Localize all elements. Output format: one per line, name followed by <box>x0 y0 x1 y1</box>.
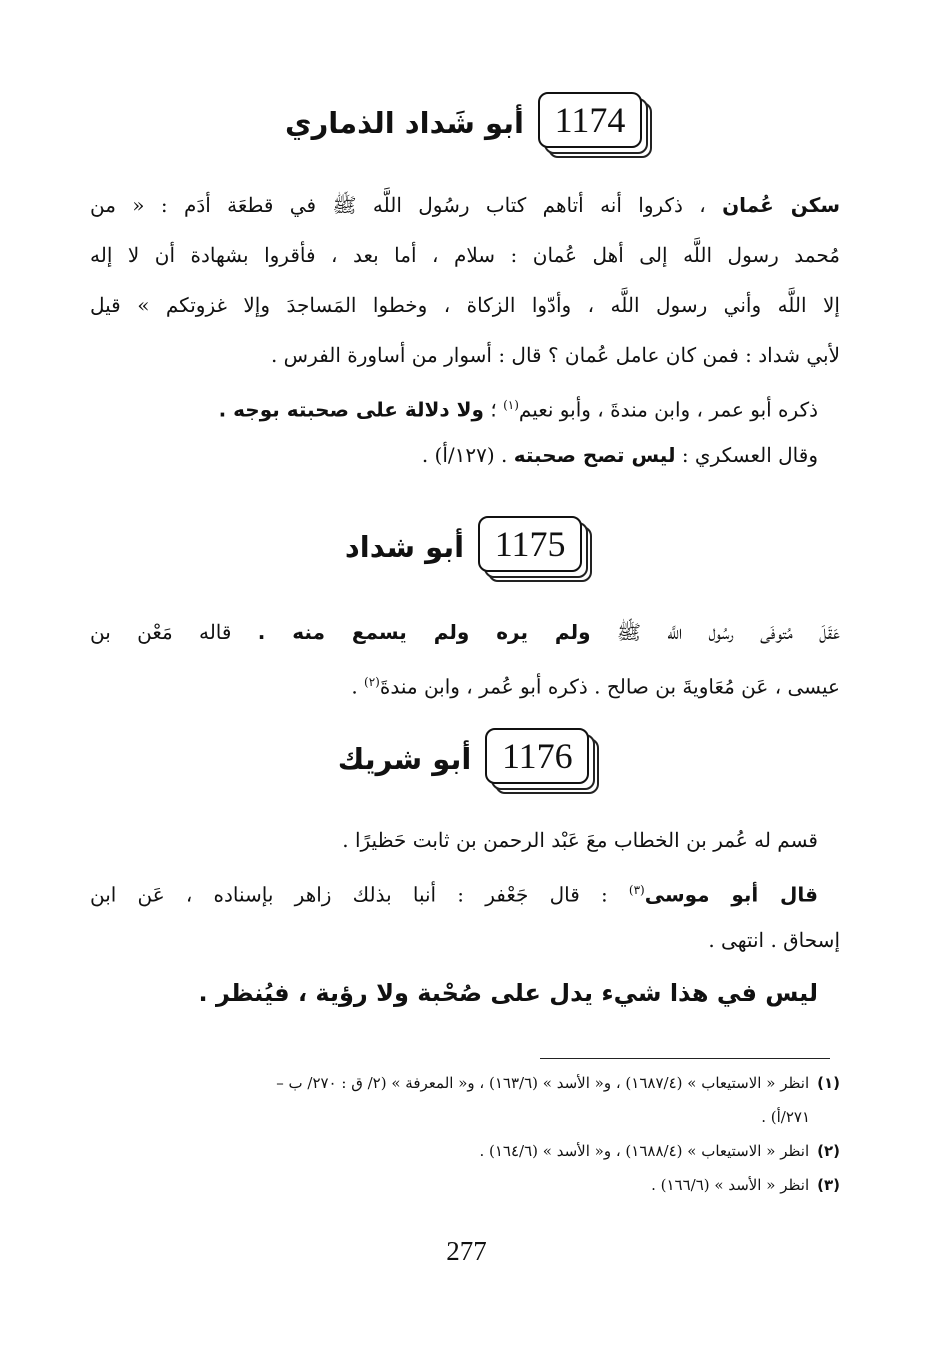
footnote-1: (١)انظر « الاستيعاب » (١٦٨٧/٤) ، و« الأسد » (١٦٣/٦) ، و« المعرفة » (٢/ ق : ٢٧٠/ ب – <box>276 1074 840 1092</box>
text-line: إسحاق . انتهى . <box>708 928 840 952</box>
text-line: عَقَلَ مُتوفَى رسُول اللَّه ﷺ ولم يره ولم يسمع منه . قاله مَعْن بن <box>90 620 840 644</box>
entry-heading-1176 <box>0 728 933 790</box>
entry-heading-1175 <box>0 516 933 578</box>
footnote-3: (٣)انظر « الأسد » (١٦٦/٦) . <box>651 1176 840 1194</box>
footnotes <box>90 1066 840 1202</box>
entry-number: 1176 <box>485 728 589 784</box>
footnote-2: (٢)انظر « الاستيعاب » (١٦٨٨/٤) ، و« الأسد » (١٦٤/٦) . <box>479 1142 840 1160</box>
text-line: ذكره أبو عمر ، وابن مندةَ ، وأبو نعيم$^{(١)}$ ؛ ولا دلالة على صحبته بوجه . <box>218 397 818 422</box>
entry-title: أبو شداد <box>344 530 465 564</box>
text-line: قال أبو موسى$^{(٣)}$ : قال جَعْفر : أنبا بذلك زاهر بإسناده ، عَن ابن <box>90 882 818 907</box>
entry-body-1174 <box>90 180 840 480</box>
text-line: قسم له عُمر بن الخطاب معَ عَبْد الرحمن بن ثابت حَظيرًا . <box>342 828 818 852</box>
entry-number: 1174 <box>538 92 642 148</box>
entry-body-1175 <box>90 607 840 707</box>
text-line: وقال العسكري : ليس تصح صحبته . (١٢٧/أ) . <box>421 443 818 467</box>
entry-number: 1175 <box>478 516 582 572</box>
text-line: لأبي شداد : فمن كان عامل عُمان ؟ قال : أسوار من أساورة الفرس . <box>270 343 840 367</box>
footnote-ref: (١) <box>503 398 519 412</box>
text-line: إلا اللَّه وأني رسول اللَّه ، وأدّوا الزكاة ، وخطوا المَساجدَ وإلا غزوتكم » قيل <box>90 293 840 317</box>
text-line: عيسى ، عَن مُعَاويةَ بن صالح . ذكره أبو عُمر ، وابن مندةَ$^{(٢)}$ . <box>351 674 840 699</box>
entry-title: أبو شَداد الذماري <box>285 106 524 140</box>
entry-title: أبو شريك <box>337 742 472 776</box>
footnote-ref: (٢) <box>364 675 380 689</box>
text-line: سكن عُمان ، ذكروا أنه أتاهم كتاب رسُول اللَّه ﷺ في قطعَة أدَم : « من <box>90 193 840 217</box>
entry-number-box <box>478 516 588 578</box>
page-number: 277 <box>446 1236 487 1266</box>
footnote-ref: (٣) <box>628 883 645 897</box>
entry-number-box <box>538 92 648 154</box>
entry-heading-1174 <box>0 92 933 154</box>
footnote-separator <box>540 1058 830 1059</box>
entry-number-box <box>485 728 595 790</box>
text-line: مُحمد رسول اللَّه إلى أهل عُمان : سلام ، أما بعد ، فأقروا بشهادة أن لا إله <box>90 243 840 267</box>
footnote-1-cont: ٢٧١/أ) . <box>761 1108 810 1126</box>
conclusion-line: ليس في هذا شيء يدل على صُحْبة ولا رؤية ، فيُنظر . <box>198 979 818 1007</box>
entry-body-1176 <box>90 815 840 1021</box>
